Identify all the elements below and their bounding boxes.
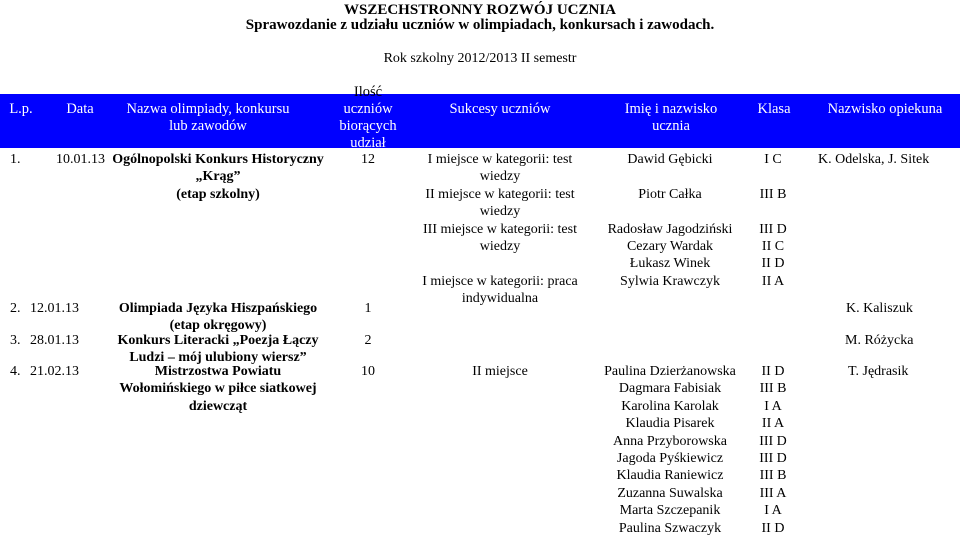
row4-name-line: dziewcząt — [188, 398, 248, 414]
row1-success — [422, 151, 577, 308]
row1-students — [608, 151, 733, 290]
row1-count: 12 — [361, 152, 375, 167]
row1-class: II A — [761, 273, 785, 289]
header-date: Data — [66, 101, 94, 117]
row4-count: 10 — [361, 364, 375, 379]
row1-class: II D — [761, 256, 785, 272]
row3-name-line: Ludzi – mój ulubiony wiersz” — [129, 350, 307, 366]
header-name-1: Nazwa olimpiady, konkursu — [126, 101, 290, 117]
row3-name-line: Konkurs Literacki „Poezja Łączy — [117, 333, 319, 348]
row1-lp: 1. — [10, 152, 21, 167]
row3-name — [117, 332, 318, 367]
row3-lp: 3. — [10, 333, 21, 348]
row4-classes — [759, 363, 787, 537]
header-success: Sukcesy uczniów — [449, 101, 551, 117]
row1-student: Radosław Jagodziński — [607, 221, 733, 237]
row4-success: II miejsce — [472, 364, 528, 379]
row1-student: Dawid Gębicki — [627, 152, 713, 167]
row4-student: Marta Szczepanik — [619, 503, 721, 519]
school-year: Rok szkolny 2012/2013 II semestr — [383, 51, 577, 66]
row4-tutor: T. Jędrasik — [848, 364, 909, 379]
row1-date: 10.01.13 — [56, 152, 105, 167]
row4-student: Dagmara Fabisiak — [618, 381, 722, 397]
row2-tutor: K. Kaliszuk — [846, 301, 913, 316]
row1-class: III B — [759, 186, 787, 202]
header-student-2: ucznia — [652, 118, 690, 134]
row3-count: 2 — [364, 333, 372, 348]
row4-class: III D — [759, 451, 787, 467]
header-student-1: Imię i nazwisko — [624, 101, 718, 117]
row4-date: 21.02.13 — [30, 364, 79, 379]
row1-success-line: I miejsce w kategorii: test — [427, 152, 573, 167]
document-subtitle: Sprawozdanie z udziału uczniów w olimpiadach, konkursach i zawodach. — [245, 17, 715, 33]
row4-class: III B — [759, 381, 787, 397]
row1-name-line: Ogólnopolski Konkurs Historyczny — [112, 152, 324, 167]
row4-student: Paulina Dzierżanowska — [604, 364, 736, 379]
header-class: Klasa — [757, 101, 791, 117]
row4-student: Klaudia Pisarek — [625, 416, 715, 432]
row4-class: II D — [761, 364, 785, 379]
row2-lp: 2. — [10, 301, 21, 316]
row1-success-line: wiedzy — [479, 169, 521, 185]
row4-name-line: Wołomińskiego w piłce siatkowej — [119, 381, 317, 397]
row2-count: 1 — [364, 301, 372, 316]
row1-student: Sylwia Krawczyk — [620, 273, 720, 289]
row1-success-line: indywidualna — [461, 291, 539, 307]
row1-class: III D — [759, 221, 787, 237]
row4-student: Klaudia Raniewicz — [616, 468, 724, 484]
row3-date: 28.01.13 — [30, 333, 79, 348]
header-tutor: Nazwisko opiekuna — [827, 101, 943, 117]
row1-student — [608, 168, 733, 185]
row1-class: I C — [764, 152, 782, 167]
row1-name-line: „Krąg” — [195, 169, 241, 185]
row1-success-line: I miejsce w kategorii: praca — [422, 273, 578, 289]
row1-success-line: wiedzy — [479, 239, 521, 255]
row2-name — [119, 300, 317, 335]
header-count-2: uczniów — [343, 101, 393, 117]
row1-success-line: II miejsce w kategorii: test — [425, 186, 575, 202]
row4-student: Paulina Szwaczyk — [618, 520, 722, 536]
row2-name-line: (etap okręgowy) — [169, 318, 267, 334]
row1-success-line: wiedzy — [479, 204, 521, 220]
row1-class — [759, 168, 787, 185]
row1-student — [608, 203, 733, 220]
row4-class: I A — [764, 398, 782, 414]
document-title: WSZECHSTRONNY ROZWÓJ UCZNIA — [344, 2, 616, 18]
row1-success-line — [422, 255, 577, 272]
row4-students — [604, 363, 736, 537]
row4-name-line: Mistrzostwa Powiatu — [154, 364, 282, 379]
row1-class — [759, 203, 787, 220]
row1-tutor: K. Odelska, J. Sitek — [818, 152, 930, 167]
row3-tutor: M. Różycka — [845, 333, 914, 348]
row4-lp: 4. — [10, 364, 21, 379]
row2-name-line: Olimpiada Języka Hiszpańskiego — [118, 301, 318, 316]
header-lp: L.p. — [9, 101, 33, 117]
row4-name — [119, 363, 316, 415]
row1-class: II C — [761, 239, 785, 254]
row4-student: Jagoda Pyśkiewicz — [616, 451, 724, 467]
row4-class: III A — [759, 485, 787, 501]
header-name-2: lub zawodów — [169, 118, 247, 134]
row4-class: III B — [759, 468, 787, 484]
row4-class: III D — [759, 433, 787, 449]
header-count-1: Ilość — [353, 84, 383, 100]
row1-student: Cezary Wardak — [626, 239, 714, 254]
row4-student: Zuzanna Suwalska — [617, 485, 723, 501]
row1-classes — [759, 151, 787, 290]
row2-date: 12.01.13 — [30, 301, 79, 316]
row4-class: II D — [761, 520, 785, 536]
row1-name-line: (etap szkolny) — [176, 186, 260, 202]
row1-name — [112, 151, 324, 203]
row4-class: II A — [761, 416, 785, 432]
row1-student: Piotr Całka — [638, 186, 702, 202]
row4-student: Karolina Karolak — [621, 398, 719, 414]
row1-student: Łukasz Winek — [629, 256, 711, 272]
header-count-4: udział — [350, 135, 386, 151]
header-count-3: biorących — [339, 118, 397, 134]
row4-class: I A — [764, 503, 782, 519]
row4-student: Anna Przyborowska — [613, 433, 727, 449]
row1-success-line: III miejsce w kategorii: test — [423, 221, 577, 237]
